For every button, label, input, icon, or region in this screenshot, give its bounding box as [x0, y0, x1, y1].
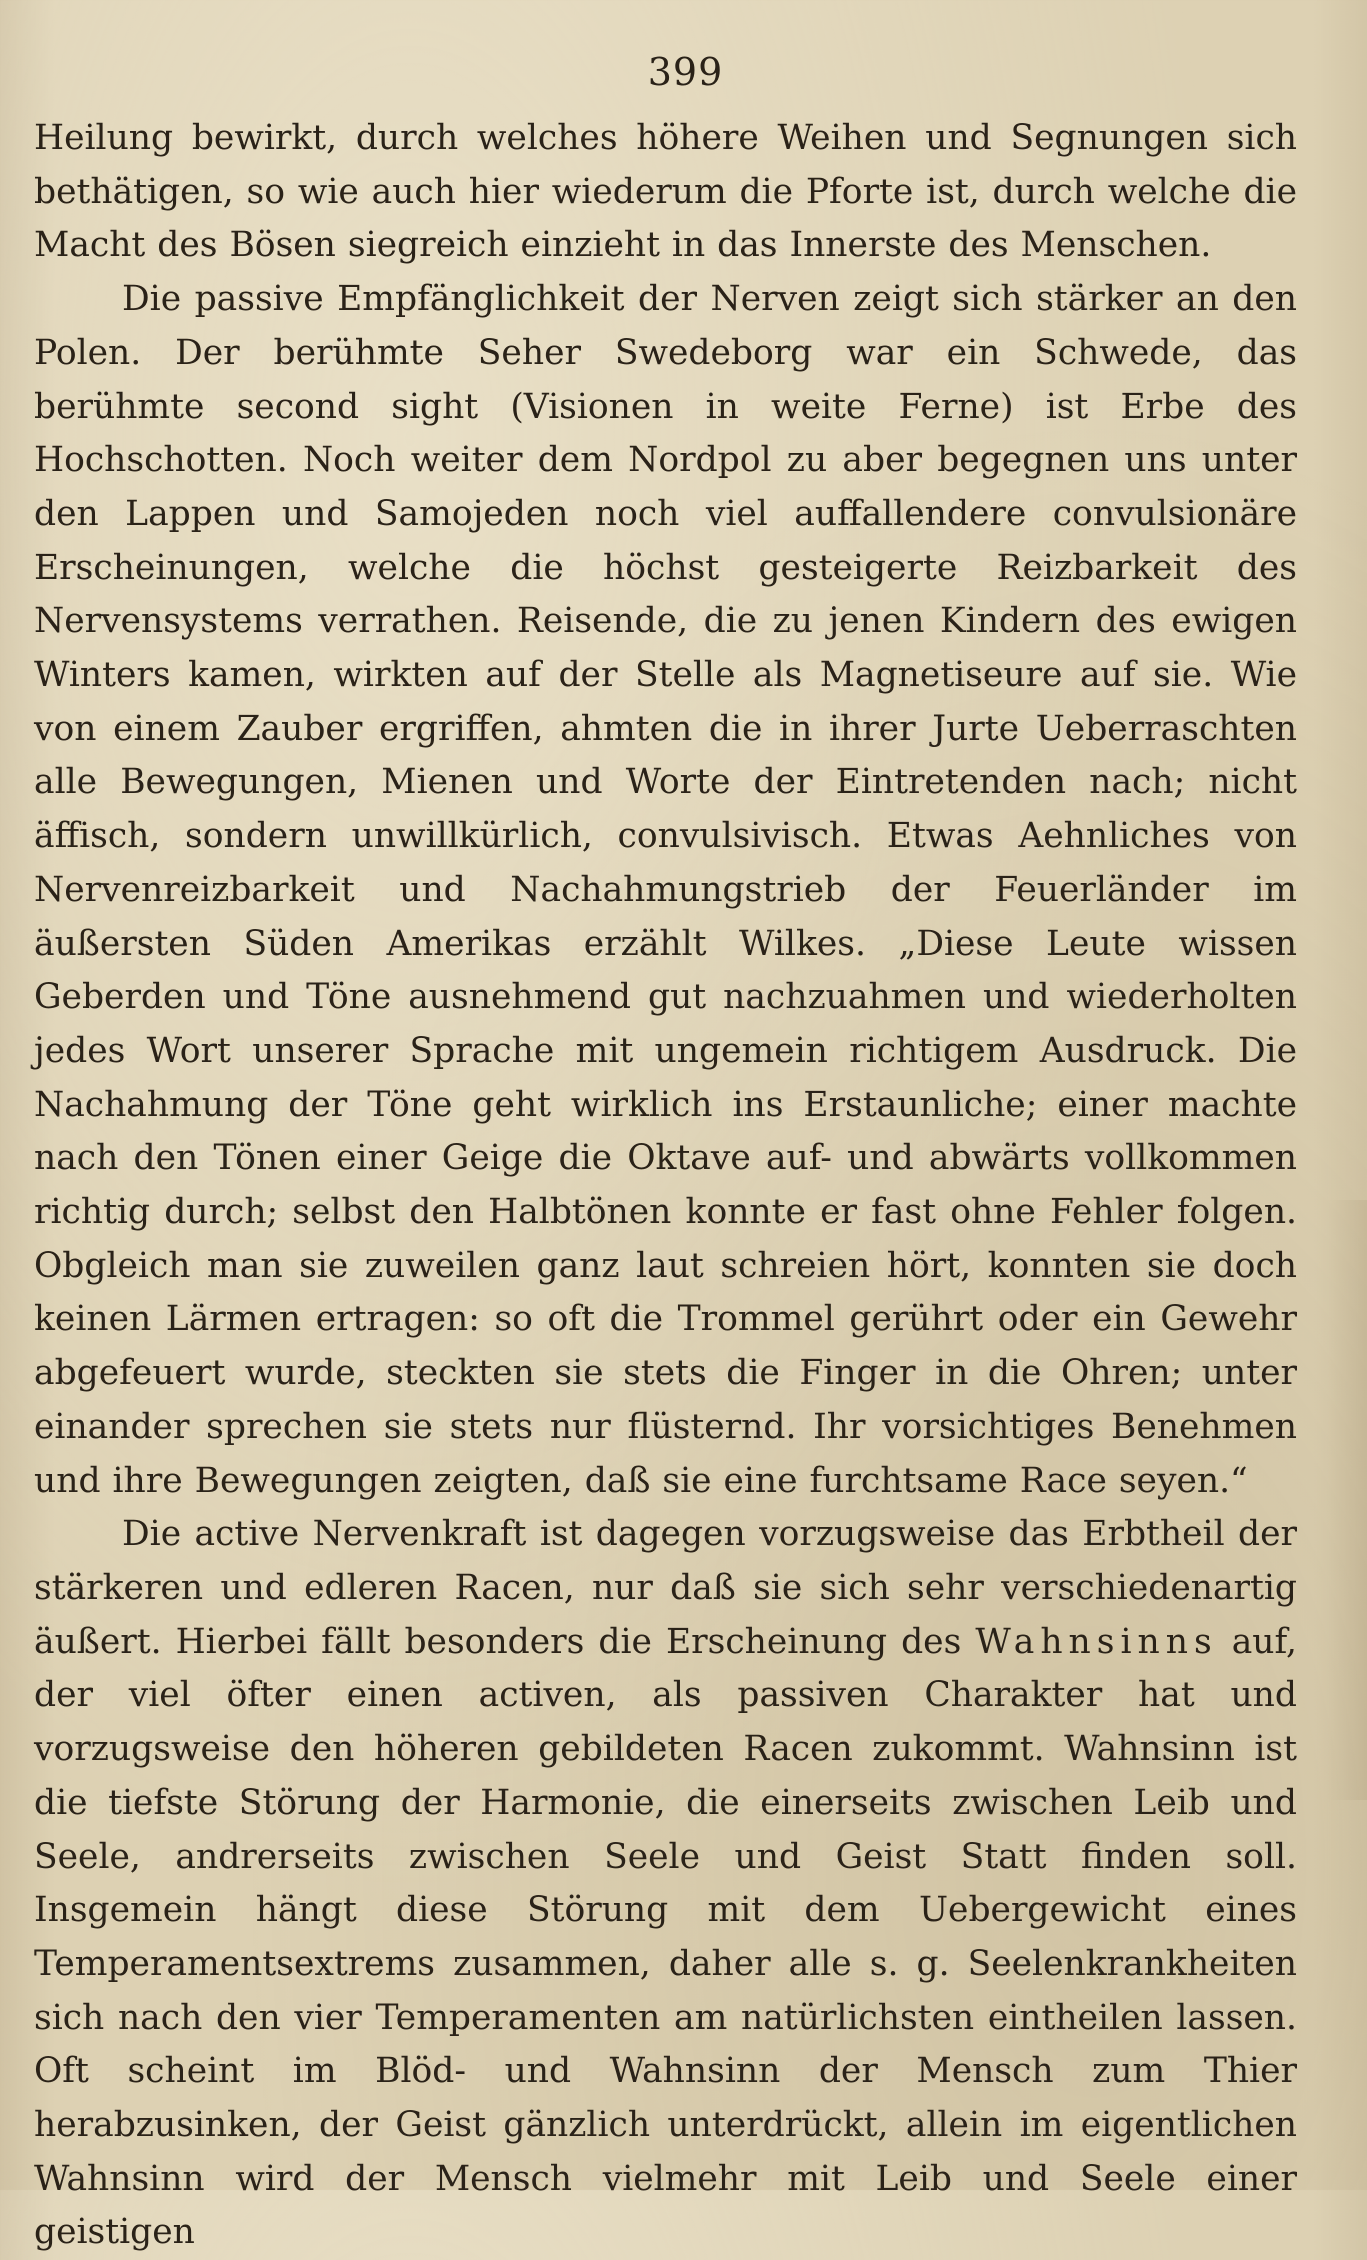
page-number: 399 — [647, 50, 724, 94]
paragraph-continuation: Heilung bewirkt, durch welches höhere Weihen und Segnungen sich bethätigen, so wie auch hier wiederum die Pforte ist, durch welche die Macht des Bösen siegreich einzieht in das Innerste des Menschen. — [34, 118, 1297, 266]
paper-edge-shadow — [1327, 1200, 1367, 1800]
paragraph-text-after: auf, der viel öfter einen activen, als passiven Charakter hat und vorzugsweise den höheren gebildeten Racen zukommt. Wahnsinn ist die tiefste Störung der Harmonie, die einerseits zwischen Leib und Seele, andrerseits zwischen Seele und Geist Statt finden soll. Insgemein hängt diese Störung mit dem Uebergewicht eines Temperamentsextrems zusammen, daher alle s. g. Seelenkrankheiten sich nach den vier Temperamenten am natürlichsten eintheilen lassen. Oft scheint im Blöd- und Wahnsinn der Mensch zum Thier herabzusinken, der Geist gänzlich unterdrückt, allein im eigentlichen Wahnsinn wird der Mensch vielmehr mit Leib und Seele einer geistigen — [34, 1621, 1297, 2253]
paragraph-passive-nerves: Die passive Empfänglichkeit der Nerven zeigt sich stärker an den Polen. Der berühmte Seher Swedeborg war ein Schwede, das berühmte second sight (Visionen in weite Ferne) ist Erbe des Hochschotten. Noch weiter dem Nordpol zu aber begegnen uns unter den Lappen und Samojeden noch viel auffallendere convulsionäre Erscheinungen, welche die höchst gesteigerte Reizbarkeit des Nervensystems verrathen. Reisende, die zu jenen Kindern des ewigen Winters kamen, wirkten auf der Stelle als Magnetiseure auf sie. Wie von einem Zauber ergriffen, ahmten die in ihrer Jurte Ueberraschten alle Bewegungen, Mienen und Worte der Eintretenden nach; nicht äffisch, sondern unwillkürlich, convulsivisch. Etwas Aehnliches von Nervenreizbarkeit und Nachahmungstrieb der Feuerländer im äußersten Süden Amerikas erzählt Wilkes. „Diese Leute wissen Geberden und Töne ausnehmend gut nachzuahmen und wiederholten jedes Wort unserer Sprache mit ungemein richtigem Ausdruck. Die Nachahmung der Töne geht wirklich ins Erstaunliche; einer machte nach den Tönen einer Geige die Oktave auf- und abwärts vollkommen richtig durch; selbst den Halbtönen konnte er fast ohne Fehler folgen. Obgleich man sie zuweilen ganz laut schreien hört, konnten sie doch keinen Lärmen ertragen: so oft die Trommel gerührt oder ein Gewehr abgefeuert wurde, steckten sie stets die Finger in die Ohren; unter einander sprechen sie stets nur flüsternd. Ihr vorsichtiges Benehmen und ihre Bewegungen zeigten, daß sie eine furchtsame Race seyen.“ — [34, 279, 1297, 1501]
paragraph-active-nerves — [34, 1508, 1297, 2260]
paragraph-text-before: Die active Nervenkraft ist dagegen vorzugsweise das Erbtheil der stärkeren und edleren Racen, nur daß sie sich sehr verschiedenartig äußert. Hierbei fällt besonders die Erscheinung des — [34, 1514, 1297, 1662]
emphasized-term: Wahnsinns — [975, 1621, 1218, 1662]
